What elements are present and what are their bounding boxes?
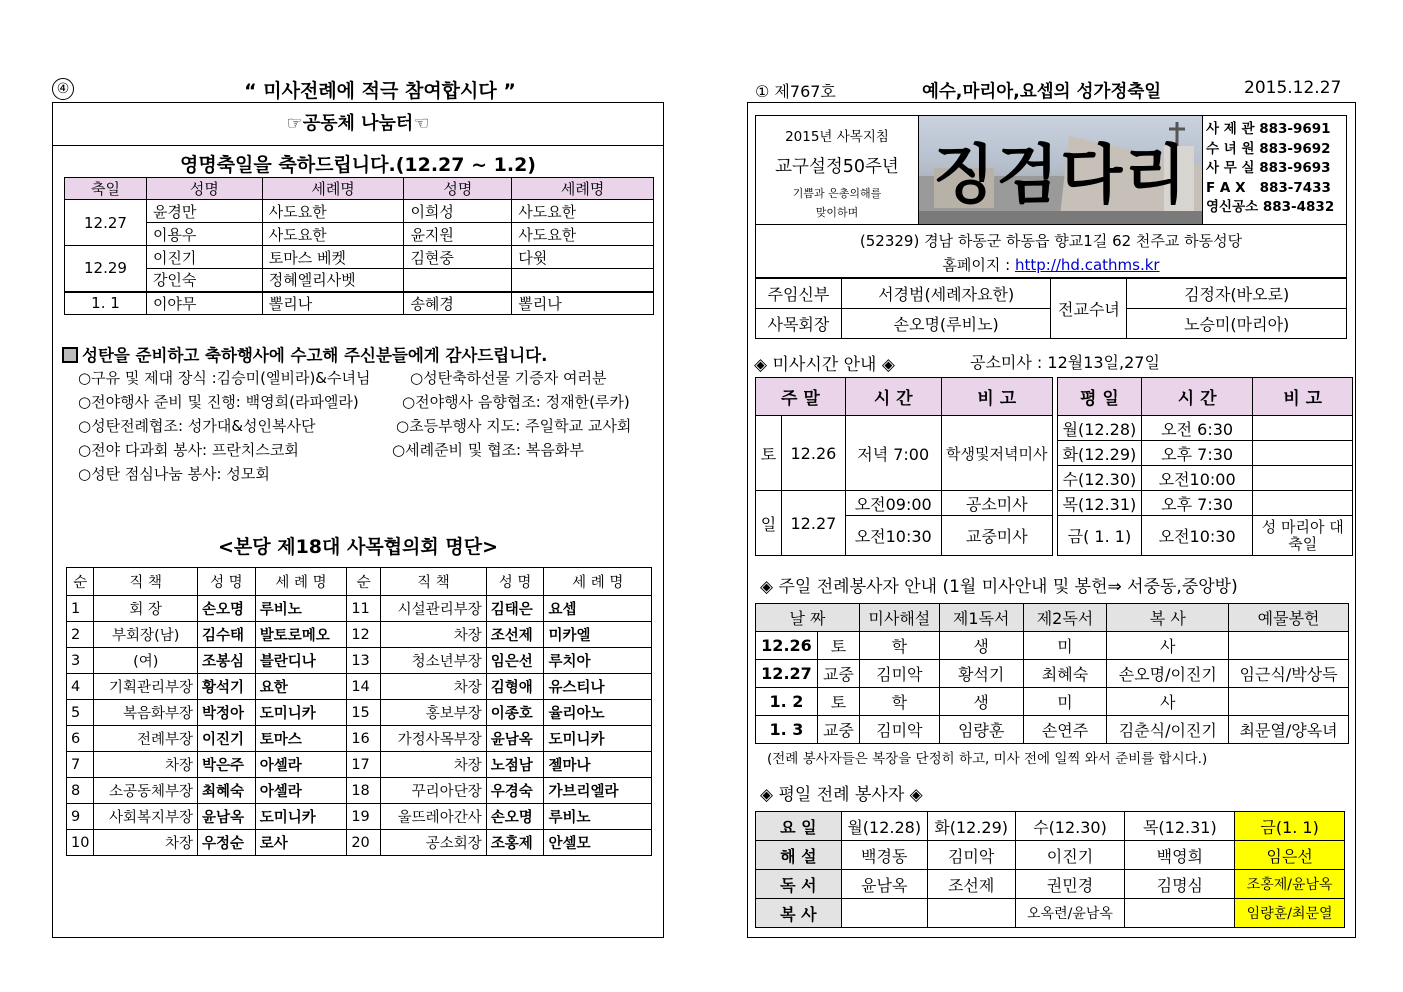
weekend-note: 공소미사 [941, 491, 1052, 516]
day-header: 월(12.28) [841, 812, 927, 841]
feast-day-title: 영명축일을 축하드립니다.(12.27 ~ 1.2) [179, 154, 536, 176]
council-r: 소공동체부장 [94, 778, 198, 804]
table-row [67, 622, 652, 648]
sunday-type: 교중 [817, 716, 859, 744]
council-name: 윤남옥 [198, 804, 256, 830]
masthead-guideline [756, 116, 918, 224]
council-bap: 미카엘 [544, 622, 652, 648]
council-bap: 발토로메오 [255, 622, 347, 648]
council-name: 우정순 [198, 830, 256, 856]
council-n: 18 [347, 778, 381, 804]
column-header: 날 짜 [756, 604, 860, 632]
name: 이용우 [146, 223, 262, 246]
council-r: 가정사목부장 [381, 726, 486, 752]
council-n: 5 [67, 700, 94, 726]
mass-schedule-table [755, 377, 1353, 556]
council-name: 이종호 [486, 700, 544, 726]
table-row [67, 596, 652, 622]
column-header: 평 일 [1057, 378, 1141, 416]
sunday-c1: 학 [859, 688, 939, 716]
weekday-server-cell: 이진기 [1015, 841, 1125, 870]
day-header: 금(1. 1) [1235, 812, 1345, 841]
council-n: 15 [347, 700, 381, 726]
feast-date: 1. 1 [65, 292, 147, 315]
weekday-day: 월(12.28) [1057, 416, 1141, 441]
baptism-name: 뽈리나 [512, 292, 654, 315]
table-row [756, 416, 1353, 441]
column-header: 비 고 [1253, 378, 1353, 416]
contact-list [1206, 120, 1334, 218]
weekday-server-cell: 오옥련/윤남옥 [1015, 899, 1125, 928]
council-r: 청소년부장 [381, 648, 486, 674]
weekend-time: 저녁 7:00 [845, 416, 941, 491]
sunday-c2: 생 [939, 632, 1023, 660]
anniversary-text: 교구설정50주년 [775, 157, 899, 177]
column-header: 성 명 [198, 568, 256, 596]
community-section-header: ☞공동체 나눔터☜ [52, 102, 664, 146]
contact-line: 사 무 실 883-9693 [1206, 160, 1331, 176]
council-n: 10 [67, 830, 94, 856]
baptism-name: 정혜엘리사벳 [262, 269, 404, 292]
table-row [67, 648, 652, 674]
council-name: 박은주 [198, 752, 256, 778]
sunday-date: 12.26 [756, 632, 818, 660]
sunday-c4: 사 [1107, 632, 1229, 660]
contact-line: F A X 883-7433 [1206, 179, 1331, 196]
thanks-item: ○성탄 점심나눔 봉사: 성모회 [78, 465, 270, 483]
council-name: 우경숙 [486, 778, 544, 804]
weekday-server-cell: 조선제 [927, 870, 1015, 899]
sunday-c2: 황석기 [939, 660, 1023, 688]
council-table [66, 567, 652, 856]
sunday-c2: 생 [939, 688, 1023, 716]
council-name: 조봉심 [198, 648, 256, 674]
column-header: 복 사 [1107, 604, 1229, 632]
sunday-c3: 미 [1023, 688, 1107, 716]
baptism-name: 사도요한 [262, 200, 404, 223]
column-header: 세 례 명 [255, 568, 347, 596]
weekend-day: 토 [756, 416, 782, 491]
weekday-server-cell: 백영희 [1125, 841, 1235, 870]
weekday-time: 오전10:30 [1141, 516, 1253, 556]
council-n: 14 [347, 674, 381, 700]
weekday-day: 화(12.29) [1057, 441, 1141, 466]
staff-value: 김정자(바오로) [1127, 279, 1347, 309]
sunday-c3: 미 [1023, 632, 1107, 660]
weekend-date: 12.27 [781, 491, 845, 556]
weekday-server-cell [927, 899, 1015, 928]
thanks-item: ○전야 다과회 봉사: 프란치스코회 [78, 441, 299, 459]
row-header: 복 사 [756, 899, 842, 928]
council-name: 김형애 [486, 674, 544, 700]
baptism-name: 사도요한 [262, 223, 404, 246]
table-row [67, 778, 652, 804]
table-row [756, 716, 1349, 744]
council-r: 홍보부장 [381, 700, 486, 726]
weekday-day: 목(12.31) [1057, 491, 1141, 516]
baptism-name: 사도요한 [512, 223, 654, 246]
weekday-time: 오전 6:30 [1141, 416, 1253, 441]
newsletter-name: 징검다리 [932, 138, 1189, 213]
staff-label: 사목회장 [756, 309, 842, 339]
table-header-row [756, 378, 1353, 416]
name [404, 269, 512, 292]
name: 이야무 [146, 292, 262, 315]
name: 윤경만 [146, 200, 262, 223]
thanks-item: ○초등부행사 지도: 주일학교 교사회 [396, 417, 632, 435]
staff-value: 서경범(세례자요한) [841, 279, 1051, 309]
column-header: 비 고 [941, 378, 1052, 416]
weekday-note [1253, 416, 1353, 441]
sunday-c2: 임량훈 [939, 716, 1023, 744]
table-header-row [756, 604, 1349, 632]
weekday-note [1253, 491, 1353, 516]
table-header-row [756, 812, 1345, 841]
council-title: <본당 제18대 사목협의회 명단> [217, 536, 499, 558]
table-row [67, 726, 652, 752]
column-header: 직 책 [94, 568, 198, 596]
name: 이희성 [404, 200, 512, 223]
table-row [756, 660, 1349, 688]
council-n: 6 [67, 726, 94, 752]
council-bap: 블란디나 [255, 648, 347, 674]
checkbox-square-icon [62, 347, 78, 363]
thanks-item: ○세례준비 및 협조: 복음화부 [392, 441, 584, 459]
column-header: 주 말 [756, 378, 846, 416]
servers-note: (전례 봉사자들은 복장을 단정히 하고, 미사 전에 일찍 와서 준비를 합시다.) [767, 751, 1208, 767]
sunday-c1: 김미악 [859, 716, 939, 744]
mission-mass-note: 공소미사 : 12월13일,27일 [970, 353, 1160, 372]
feast-date: 12.29 [65, 246, 147, 292]
sunday-c5 [1229, 632, 1349, 660]
column-header: 세 례 명 [544, 568, 652, 596]
pastoral-line: 2015년 사목지침 [785, 129, 889, 145]
council-r: 부회장(남) [94, 622, 198, 648]
weekday-note [1253, 441, 1353, 466]
sunday-c5: 최문열/양옥녀 [1229, 716, 1349, 744]
council-name: 윤남옥 [486, 726, 544, 752]
table-row [756, 841, 1345, 870]
sunday-date: 12.27 [756, 660, 818, 688]
weekday-server-cell: 임량훈/최문열 [1235, 899, 1345, 928]
table-row [65, 223, 654, 246]
sunday-c4: 사 [1107, 688, 1229, 716]
weekend-day: 일 [756, 491, 782, 556]
page-number-left: ④ [52, 78, 74, 100]
weekday-time: 오전10:00 [1141, 466, 1253, 491]
weekend-time: 오전09:00 [845, 491, 941, 516]
row-header: 해 설 [756, 841, 842, 870]
weekday-day: 수(12.30) [1057, 466, 1141, 491]
thanks-item: ○구유 및 제대 장식 :김승미(엘비라)&수녀님 [78, 369, 371, 387]
council-bap: 안셀모 [544, 830, 652, 856]
weekend-time: 오전10:30 [845, 516, 941, 556]
table-row [65, 292, 654, 315]
sunday-c1: 학 [859, 632, 939, 660]
council-n: 19 [347, 804, 381, 830]
weekday-server-cell: 김명심 [1125, 870, 1235, 899]
council-n: 17 [347, 752, 381, 778]
homepage-link[interactable]: http://hd.cathms.kr [1014, 256, 1160, 274]
sunday-c3: 손연주 [1023, 716, 1107, 744]
council-r: 차장 [94, 752, 198, 778]
sunday-c1: 김미악 [859, 660, 939, 688]
column-header: 세례명 [512, 178, 654, 200]
column-header: 예물봉헌 [1229, 604, 1349, 632]
sunday-c5 [1229, 688, 1349, 716]
motto-line: 기쁨과 은총의해를 [792, 187, 882, 200]
name: 송혜경 [404, 292, 512, 315]
council-n: 13 [347, 648, 381, 674]
sunday-c5: 임근식/박상득 [1229, 660, 1349, 688]
council-r: 차장 [94, 830, 198, 856]
motto-line: 맞이하며 [815, 206, 859, 219]
council-bap: 루비노 [544, 804, 652, 830]
council-r: 울뜨레아간사 [381, 804, 486, 830]
thanks-title [62, 342, 547, 366]
thanks-item: ○전야행사 준비 및 진행: 백영희(라파엘라) [78, 393, 359, 411]
mass-section-title: ◈ 미사시간 안내 ◈ [754, 355, 895, 375]
column-header: 성 명 [486, 568, 544, 596]
row-header: 요 일 [756, 812, 842, 841]
council-n: 9 [67, 804, 94, 830]
council-name: 황석기 [198, 674, 256, 700]
council-n: 20 [347, 830, 381, 856]
staff-value: 노승미(마리아) [1127, 309, 1347, 339]
council-r: 기획관리부장 [94, 674, 198, 700]
council-name: 이진기 [198, 726, 256, 752]
sunday-servers-table [755, 603, 1349, 744]
column-header: 제1독서 [939, 604, 1023, 632]
issue-number: ① 제767호 [755, 82, 836, 101]
sunday-type: 교중 [817, 660, 859, 688]
sunday-c4: 손오명/이진기 [1107, 660, 1229, 688]
council-bap: 요한 [255, 674, 347, 700]
council-name: 김수태 [198, 622, 256, 648]
council-n: 16 [347, 726, 381, 752]
column-header: 시 간 [1141, 378, 1253, 416]
council-n: 11 [347, 596, 381, 622]
council-bap: 요셉 [544, 596, 652, 622]
contact-line: 사 제 관 883-9691 [1206, 121, 1331, 137]
weekend-note: 학생및저녁미사 [941, 416, 1052, 491]
table-row [67, 752, 652, 778]
column-header: 미사해설 [859, 604, 939, 632]
council-bap: 토마스 [255, 726, 347, 752]
issue-date: 2015.12.27 [1244, 78, 1342, 98]
right-page-title: 예수,마리아,요셉의 성가정축일 [922, 82, 1162, 102]
day-header: 화(12.29) [927, 812, 1015, 841]
left-page-title: “ 미사전례에 적극 참여합시다 ” [244, 80, 516, 102]
column-header: 축일 [65, 178, 147, 200]
church-address: (52329) 경남 하동군 하동읍 향교1길 62 천주교 하동성당 [859, 232, 1243, 250]
council-n: 4 [67, 674, 94, 700]
table-row [65, 200, 654, 223]
council-name: 박정아 [198, 700, 256, 726]
staff-table [755, 278, 1347, 339]
name: 강인숙 [146, 269, 262, 292]
table-header-row [65, 178, 654, 200]
column-header: 시 간 [845, 378, 941, 416]
table-row [756, 279, 1347, 309]
feast-date: 12.27 [65, 200, 147, 246]
council-r: 차장 [381, 674, 486, 700]
table-row [67, 830, 652, 856]
council-bap: 로사 [255, 830, 347, 856]
council-n: 12 [347, 622, 381, 648]
weekday-server-cell [841, 899, 927, 928]
council-bap: 도미니카 [255, 700, 347, 726]
row-header: 독 서 [756, 870, 842, 899]
council-r: (여) [94, 648, 198, 674]
table-row [67, 804, 652, 830]
table-row [756, 688, 1349, 716]
table-row [756, 632, 1349, 660]
baptism-name: 다윗 [512, 246, 654, 269]
table-row [756, 870, 1345, 899]
sunday-date: 1. 3 [756, 716, 818, 744]
homepage-label: 홈페이지 : [942, 256, 1011, 274]
name: 김현중 [404, 246, 512, 269]
council-name: 손오명 [486, 804, 544, 830]
name: 이진기 [146, 246, 262, 269]
table-row [67, 674, 652, 700]
council-bap: 도미니카 [255, 804, 347, 830]
table-row [65, 246, 654, 269]
weekday-server-cell: 윤남옥 [841, 870, 927, 899]
council-name: 최혜숙 [198, 778, 256, 804]
council-bap: 도미니카 [544, 726, 652, 752]
table-header-row [67, 568, 652, 596]
column-header: 제2독서 [1023, 604, 1107, 632]
column-header: 직 책 [381, 568, 486, 596]
weekday-server-cell [1125, 899, 1235, 928]
council-bap: 유스티나 [544, 674, 652, 700]
council-bap: 아셀라 [255, 752, 347, 778]
staff-label: 주임신부 [756, 279, 842, 309]
council-r: 시설관리부장 [381, 596, 486, 622]
weekday-servers-title: ◈ 평일 전례 봉사자 ◈ [760, 785, 923, 805]
homepage-line [755, 254, 1347, 275]
council-name: 임은선 [486, 648, 544, 674]
day-header: 목(12.31) [1125, 812, 1235, 841]
staff-value: 손오명(루비노) [841, 309, 1051, 339]
council-r: 복음화부장 [94, 700, 198, 726]
weekday-day: 금( 1. 1) [1057, 516, 1141, 556]
baptism-name [512, 269, 654, 292]
council-bap: 루치아 [544, 648, 652, 674]
sunday-servers-title: ◈ 주일 전례봉사자 안내 (1월 미사안내 및 봉헌⇒ 서중동,중앙방) [760, 577, 1238, 597]
weekday-server-cell: 권민경 [1015, 870, 1125, 899]
sunday-type: 토 [817, 632, 859, 660]
council-n: 7 [67, 752, 94, 778]
weekend-note: 교중미사 [941, 516, 1052, 556]
table-row [67, 700, 652, 726]
council-bap: 율리아노 [544, 700, 652, 726]
weekday-time: 오후 7:30 [1141, 441, 1253, 466]
council-bap: 루비노 [255, 596, 347, 622]
column-header: 세례명 [262, 178, 404, 200]
name: 윤지원 [404, 223, 512, 246]
table-row [756, 899, 1345, 928]
council-bap: 젤마나 [544, 752, 652, 778]
weekday-server-cell: 백경동 [841, 841, 927, 870]
council-r: 회 장 [94, 596, 198, 622]
weekday-server-cell: 임은선 [1235, 841, 1345, 870]
council-r: 차장 [381, 622, 486, 648]
council-bap: 가브리엘라 [544, 778, 652, 804]
thanks-item: ○성탄전례협조: 성가대&성인복사단 [78, 417, 316, 435]
council-name: 김태은 [486, 596, 544, 622]
column-header: 순 [67, 568, 94, 596]
weekday-note: 성 마리아 대축일 [1253, 516, 1353, 556]
column-header: 순 [347, 568, 381, 596]
council-r: 전례부장 [94, 726, 198, 752]
council-name: 손오명 [198, 596, 256, 622]
council-n: 8 [67, 778, 94, 804]
contact-line: 영신공소 883-4832 [1206, 199, 1335, 215]
column-header: 성명 [146, 178, 262, 200]
day-header: 수(12.30) [1015, 812, 1125, 841]
thanks-item: ○전야행사 음향협조: 정재한(루카) [402, 393, 630, 411]
weekday-note [1253, 466, 1353, 491]
weekend-date: 12.26 [781, 416, 845, 491]
baptism-name: 토마스 베켓 [262, 246, 404, 269]
sunday-date: 1. 2 [756, 688, 818, 716]
baptism-name: 사도요한 [512, 200, 654, 223]
column-header: 성명 [404, 178, 512, 200]
staff-label: 전교수녀 [1051, 279, 1127, 339]
weekday-time: 오후 7:30 [1141, 491, 1253, 516]
contact-line: 수 녀 원 883-9692 [1206, 140, 1331, 157]
table-row [65, 269, 654, 292]
council-n: 1 [67, 596, 94, 622]
baptism-name: 뽈리나 [262, 292, 404, 315]
council-name: 조홍제 [486, 830, 544, 856]
council-name: 노점남 [486, 752, 544, 778]
sunday-c4: 김춘식/이진기 [1107, 716, 1229, 744]
weekday-server-cell: 조홍제/윤남옥 [1235, 870, 1345, 899]
council-bap: 아셀라 [255, 778, 347, 804]
sunday-type: 토 [817, 688, 859, 716]
thanks-item: ○성탄축하선물 기증자 여러분 [410, 369, 607, 387]
sunday-c3: 최혜숙 [1023, 660, 1107, 688]
weekday-servers-table [755, 811, 1345, 928]
council-r: 공소회장 [381, 830, 486, 856]
council-n: 3 [67, 648, 94, 674]
council-r: 사회복지부장 [94, 804, 198, 830]
council-r: 차장 [381, 752, 486, 778]
council-n: 2 [67, 622, 94, 648]
thanks-title-text: 성탄을 준비하고 축하행사에 수고해 주신분들에게 감사드립니다. [82, 346, 548, 365]
feast-day-table [64, 177, 654, 315]
weekday-server-cell: 김미악 [927, 841, 1015, 870]
council-r: 꾸리아단장 [381, 778, 486, 804]
council-name: 조선제 [486, 622, 544, 648]
